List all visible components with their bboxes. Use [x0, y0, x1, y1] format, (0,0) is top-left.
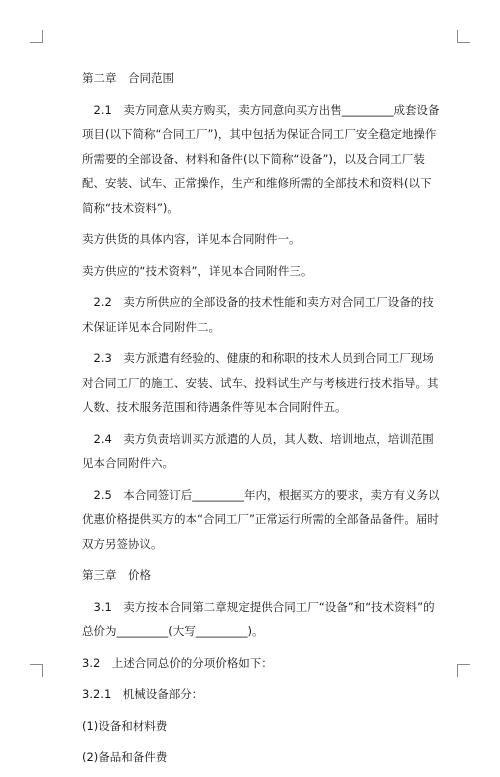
chapter-2-heading: 第二章 合同范围: [82, 71, 174, 85]
clause-2-1: 2.1 卖方同意从卖方购买，卖方同意向买方出售_________成套设备项目(以下简称“合同工厂”)，其中包括为保证合同工厂安全稳定地操作所需要的全部设备、材料和备件(以下简称“设备”)，以及合同工厂装配、安装、试车、正常操作，生产和维修所需的全部技术和资料(以下简称“技术资料”)。: [82, 102, 440, 215]
chapter-3-heading: 第三章 价格: [82, 568, 151, 582]
document-body: [82, 66, 440, 777]
crop-mark-bottom-right: [457, 664, 470, 677]
clause-2-2: 2.2 卖方所供应的全部设备的技术性能和卖方对合同工厂设备的技术保证详见本合同附件二。: [82, 295, 434, 334]
crop-mark-bottom-left: [30, 664, 43, 677]
crop-mark-top-right: [457, 30, 470, 43]
clause-2-4: 2.4 卖方负责培训买方派遣的人员，其人数、培训地点，培训范围见本合同附件六。: [82, 431, 434, 470]
clause-2-5: 2.5 本合同签订后_________年内，根据买方的要求，卖方有义务以优惠价格提供买方的本“合同工厂”正常运行所需的全部备品备件。届时双方另签协议。: [82, 487, 440, 551]
item-equipment-materials: (1)设备和材料费: [82, 718, 168, 733]
clause-3-1: 3.1 卖方按本合同第二章规定提供合同工厂“设备”和“技术资料”的总价为_________(大写_________)。: [82, 599, 435, 638]
clause-3-2-1: 3.2.1 机械设备部分：: [82, 687, 204, 701]
clause-2-3: 2.3 卖方派遣有经验的、健康的和称职的技术人员到合同工厂现场对合同工厂的施工、安装、试车、投料试生产与考核进行技术指导。其人数、技术服务范围和待遇条件等见本合同附件五。: [82, 351, 439, 414]
crop-mark-top-left: [30, 30, 43, 43]
supply-content-note: 卖方供货的具体内容，详见本合同附件一。: [82, 232, 301, 246]
technical-docs-note: 卖方供应的“技术资料”，详见本合同附件三。: [82, 263, 313, 278]
clause-3-2: 3.2 上述合同总价的分项价格如下：: [82, 655, 273, 670]
item-spare-parts: (2)备品和备件费: [82, 750, 168, 764]
